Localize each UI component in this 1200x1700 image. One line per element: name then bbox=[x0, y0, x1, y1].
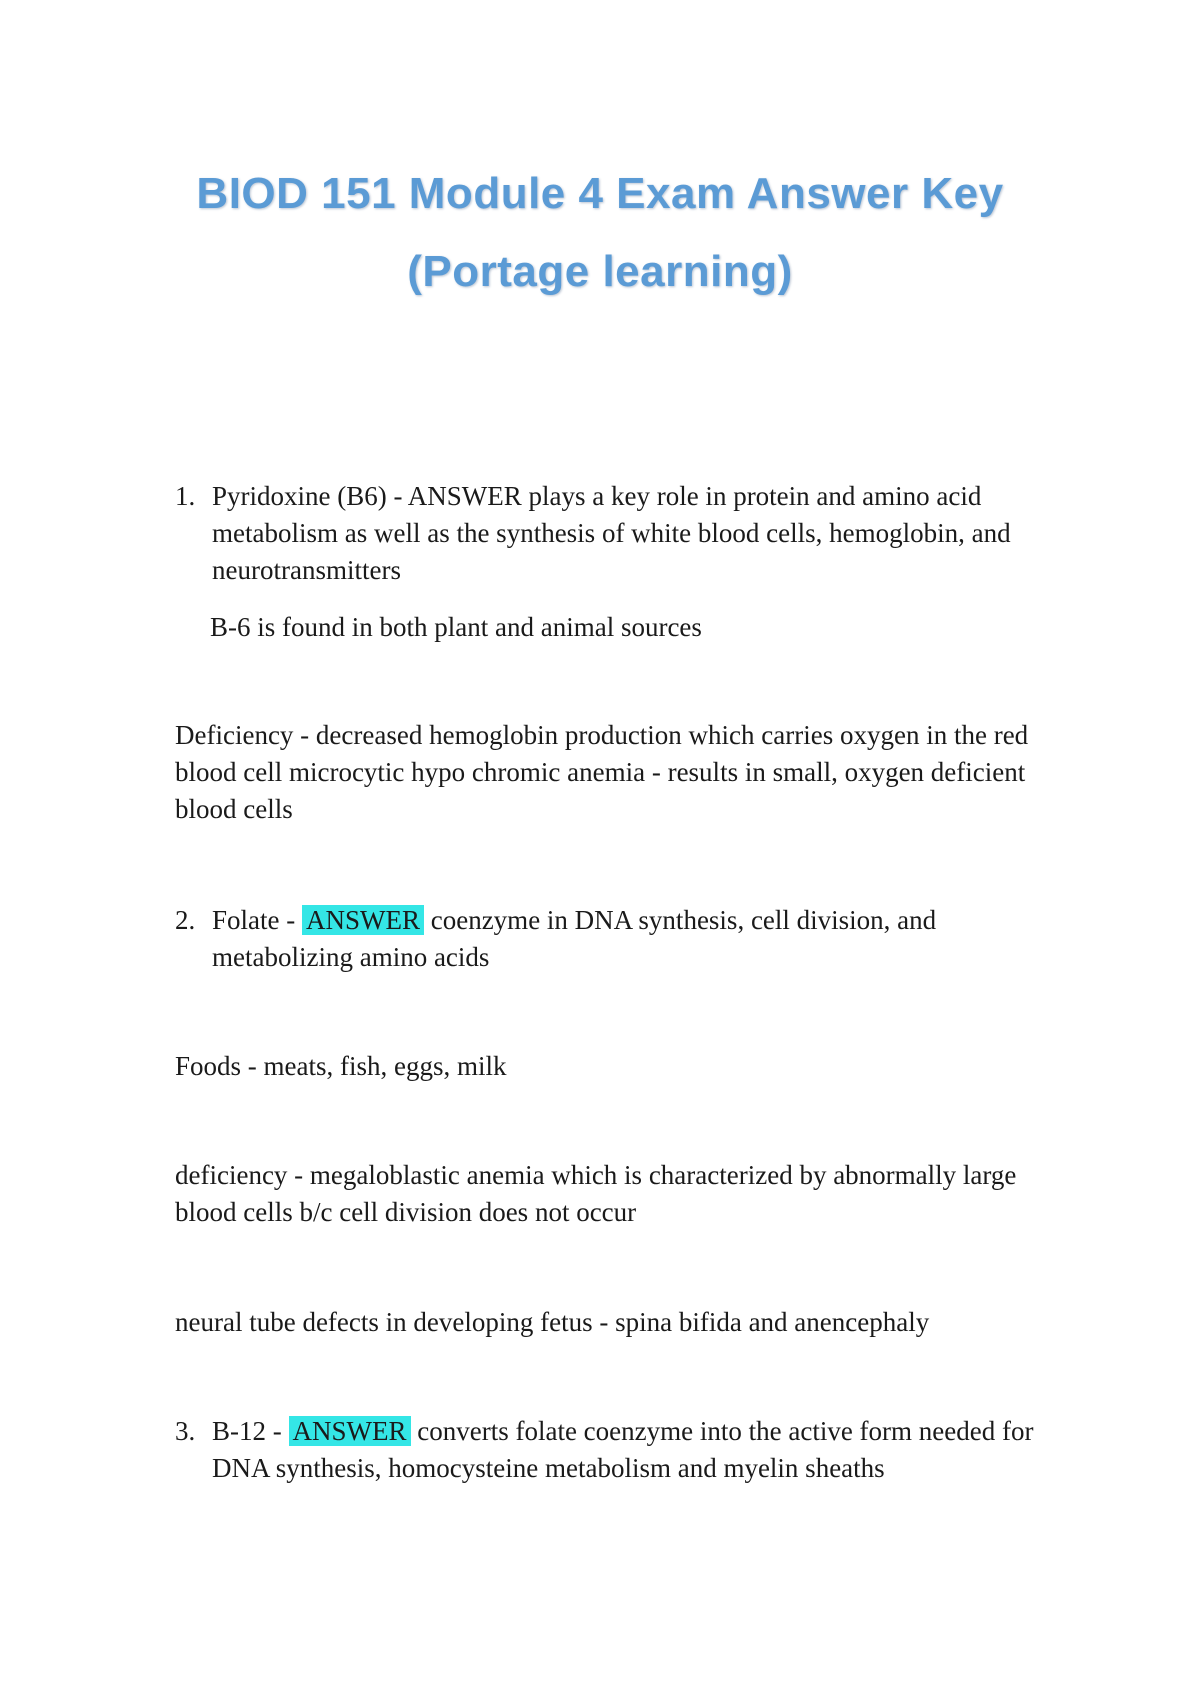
item-body bbox=[212, 902, 1075, 976]
answer-tag-highlighted: ANSWER bbox=[289, 1416, 411, 1446]
answer-tag-highlighted: ANSWER bbox=[302, 905, 424, 935]
item-body bbox=[212, 478, 1075, 589]
question-item-2 bbox=[175, 902, 1075, 976]
question-item-1 bbox=[175, 478, 1075, 589]
document-title-line2: (Portage learning) bbox=[407, 247, 793, 296]
item-number: 1. bbox=[175, 481, 196, 511]
folate-foods-note: Foods - meats, fish, eggs, milk bbox=[175, 1051, 507, 1081]
answer-text: plays a key role in protein and amino acid metabolism as well as the synthesis of white blood cells, hemoglobin, and neurotransmitters bbox=[212, 481, 1011, 585]
neural-tube-note: neural tube defects in developing fetus - spina bifida and anencephaly bbox=[175, 1307, 930, 1337]
document-title-line1: BIOD 151 Module 4 Exam Answer Key bbox=[196, 169, 1004, 218]
item-term: B-12 - bbox=[212, 1416, 289, 1446]
item-number: 2. bbox=[175, 905, 196, 935]
folate-deficiency-note: deficiency - megaloblastic anemia which is characterized by abnormally large blood cells b/c cell division does not occur bbox=[175, 1160, 1017, 1227]
answer-tag: ANSWER bbox=[407, 481, 522, 511]
item-term: Pyridoxine (B6) - bbox=[212, 481, 408, 511]
answer-text: converts folate coenzyme into the active form needed for DNA synthesis, homocysteine metabolism and myelin sheaths bbox=[212, 1416, 1034, 1483]
answer-text: coenzyme in DNA synthesis, cell division, and metabolizing amino acids bbox=[212, 905, 937, 972]
item-body bbox=[212, 1413, 1075, 1487]
question-item-3 bbox=[175, 1413, 1075, 1487]
item-term: Folate - bbox=[212, 905, 302, 935]
b6-sources-note: B-6 is found in both plant and animal sources bbox=[210, 612, 702, 642]
b6-deficiency-note: Deficiency - decreased hemoglobin production which carries oxygen in the red blood cell microcytic hypo chromic anemia - results in small, oxygen deficient blood cells bbox=[175, 720, 1029, 824]
item-number: 3. bbox=[175, 1416, 196, 1446]
